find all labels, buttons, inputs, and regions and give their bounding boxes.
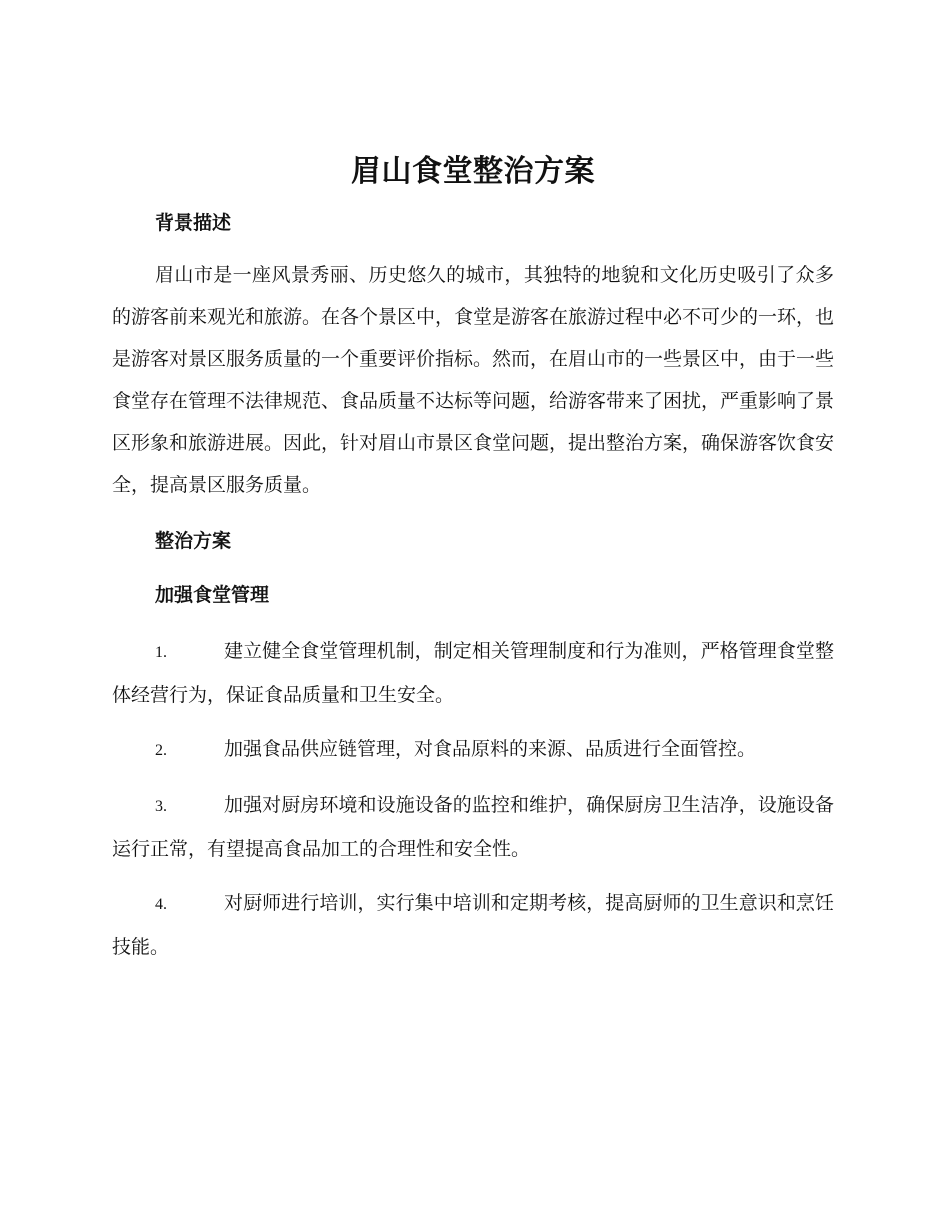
document-body (112, 150, 834, 968)
list-item-number: 3. (155, 798, 167, 815)
list-item-text: 加强对厨房环境和设施设备的监控和维护，确保厨房卫生洁净，设施设备运行正常，有望提高食品加工的合理性和安全性。 (112, 794, 834, 860)
list-item-text: 加强食品供应链管理，对食品原料的来源、品质进行全面管控。 (224, 738, 757, 760)
heading-plan: 整治方案 (155, 530, 232, 552)
list-item (112, 728, 834, 772)
document-title: 眉山食堂整治方案 (351, 154, 595, 189)
list-item-text: 建立健全食堂管理机制，制定相关管理制度和行为准则，严格管理食堂整体经营行为，保证食品质量和卫生安全。 (112, 640, 834, 706)
list-item-text: 对厨师进行培训，实行集中培训和定期考核，提高厨师的卫生意识和烹饪技能。 (112, 892, 834, 958)
heading-background: 背景描述 (155, 212, 232, 234)
list-item-number: 1. (155, 644, 167, 661)
background-paragraph: 眉山市是一座风景秀丽、历史悠久的城市，其独特的地貌和文化历史吸引了众多的游客前来观光和旅游。在各个景区中，食堂是游客在旅游过程中必不可少的一环，也是游客对景区服务质量的一个重要评价指标。然而，在眉山市的一些景区中，由于一些食堂存在管理不法律规范、食品质量不达标等问题，给游客带来了困扰，严重影响了景区形象和旅游进展。因此，针对眉山市景区食堂问题，提出整治方案，确保游客饮食安全，提高景区服务质量。 (112, 264, 835, 496)
list-item (112, 882, 834, 968)
list-item-number: 2. (155, 742, 167, 759)
list-item (112, 784, 834, 870)
heading-management: 加强食堂管理 (155, 584, 270, 606)
list-item-number: 4. (155, 896, 167, 913)
list-item (112, 630, 834, 716)
